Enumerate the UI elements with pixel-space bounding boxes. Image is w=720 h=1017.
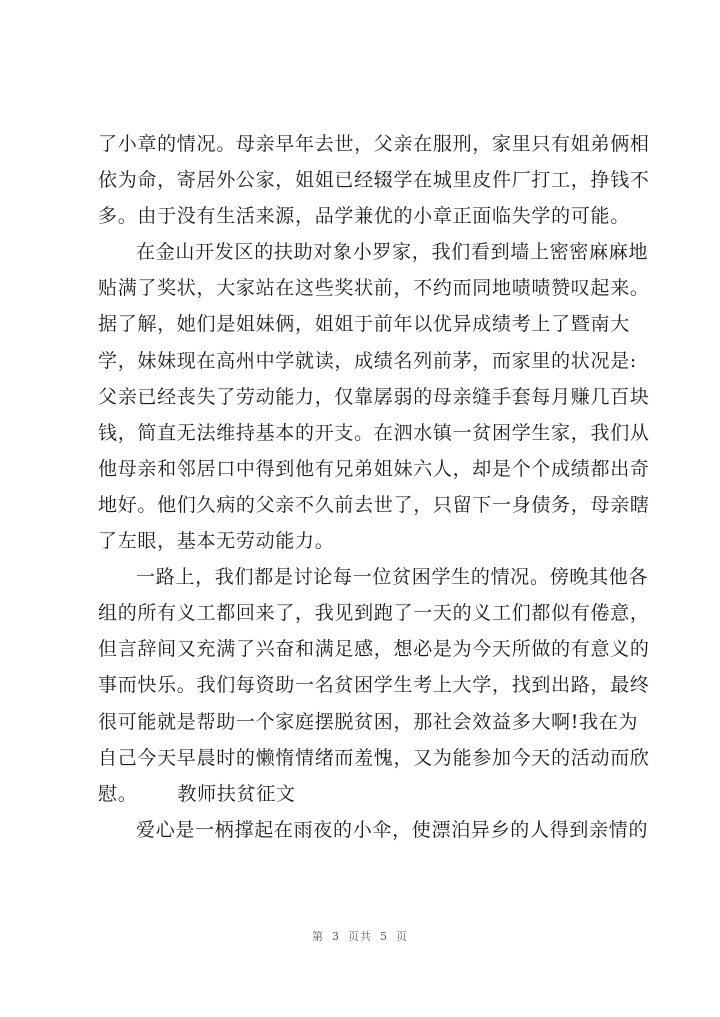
section-title: 教师扶贫征文 bbox=[177, 782, 296, 805]
text-line: 很可能就是帮助一个家庭摆脱贫困，那社会效益多大啊!我在为 bbox=[98, 710, 639, 733]
text-line: 在金山开发区的扶助对象小罗家，我们看到墙上密密麻麻地 bbox=[136, 241, 649, 264]
body-text bbox=[98, 126, 648, 848]
text-line: 学，妹妹现在高州中学就读，成绩名列前茅，而家里的状况是: bbox=[98, 349, 638, 372]
text-line: 慰。 bbox=[98, 782, 138, 805]
text-line: 地好。他们久病的父亲不久前去世了，只留下一身债务，母亲瞎 bbox=[98, 493, 650, 516]
text-line: 父亲已经丧失了劳动能力，仅靠孱弱的母亲缝手套每月赚几百块 bbox=[98, 385, 650, 408]
text-line: 他母亲和邻居口中得到他有兄弟姐妹六人，却是个个成绩都出奇 bbox=[98, 457, 650, 480]
text-line: 据了解，她们是姐妹俩，姐姐于前年以优异成绩考上了暨南大 bbox=[98, 313, 630, 336]
text-line: 事而快乐。我们每资助一名贫困学生考上大学，找到出路，最终 bbox=[98, 674, 650, 697]
text-line: 了小章的情况。母亲早年去世，父亲在服刑，家里只有姐弟俩相 bbox=[98, 133, 650, 155]
text-line: 爱心是一柄撑起在雨夜的小伞，使漂泊异乡的人得到亲情的 bbox=[136, 818, 649, 841]
page-number: 3 bbox=[332, 930, 340, 943]
page-footer bbox=[0, 928, 720, 944]
text-line-with-title bbox=[98, 776, 648, 812]
text-line: 钱，简直无法维持基本的开支。在泗水镇一贫困学生家，我们从 bbox=[98, 421, 650, 444]
text-line: 了左眼，基本无劳动能力。 bbox=[98, 530, 335, 553]
text-line: 贴满了奖状，大家站在这些奖状前，不约而同地啧啧赞叹起来。 bbox=[98, 277, 650, 300]
page-label: 第 bbox=[312, 930, 324, 943]
total-unit: 页 bbox=[396, 930, 408, 943]
text-line: 依为命，寄居外公家，姐姐已经辍学在城里皮件厂打工，挣钱不 bbox=[98, 169, 650, 192]
text-line: 一路上，我们都是讨论每一位贫困学生的情况。傍晚其他各 bbox=[136, 566, 649, 589]
text-line: 组的所有义工都回来了，我见到跑了一天的义工们都似有倦意， bbox=[98, 602, 650, 625]
total-pages: 5 bbox=[380, 930, 388, 943]
text-line: 自己今天早晨时的懒惰情绪而羞愧，又为能参加今天的活动而欣 bbox=[98, 746, 650, 769]
text-line: 多。由于没有生活来源，品学兼优的小章正面临失学的可能。 bbox=[98, 205, 630, 228]
page-unit: 页共 bbox=[348, 930, 372, 943]
text-line: 但言辞间又充满了兴奋和满足感，想必是为今天所做的有意义的 bbox=[98, 638, 650, 661]
